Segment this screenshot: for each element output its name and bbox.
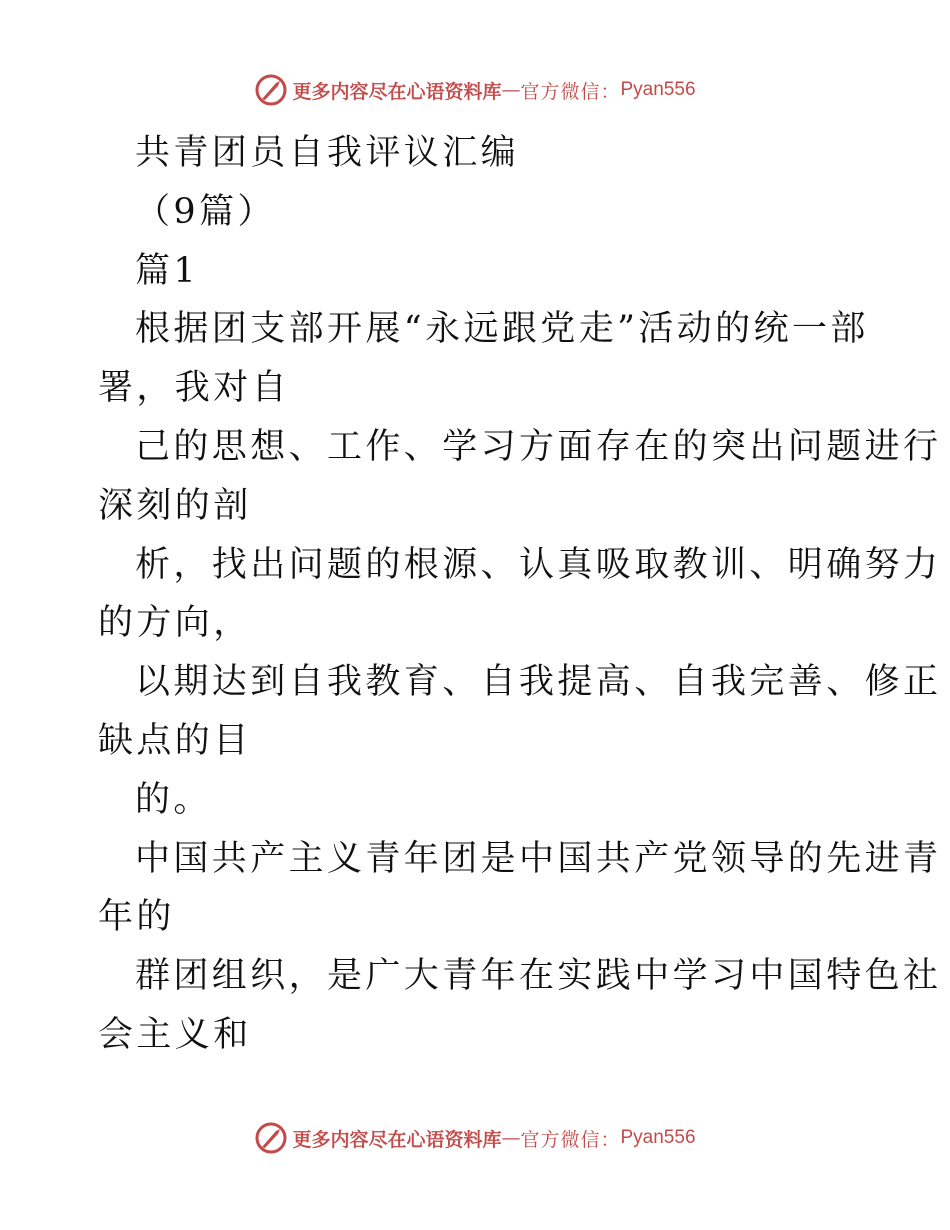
- text-line: 以期达到自我教育、自我提高、自我完善、修正: [135, 662, 942, 703]
- text-line: 年的: [98, 897, 175, 938]
- text-line: 深刻的剖: [98, 485, 252, 526]
- header-banner: [0, 70, 950, 110]
- text-line: 析，找出问题的根源、认真吸取教训、明确努力: [135, 544, 942, 585]
- text-line: 会主义和: [98, 1014, 252, 1055]
- text-line: 的。: [135, 779, 212, 820]
- text-line: 的方向，: [98, 603, 252, 644]
- text-line: 群团组织，是广大青年在实践中学习中国特色社: [135, 956, 942, 997]
- document-body: [98, 124, 942, 1065]
- section-heading: 篇1: [135, 250, 200, 291]
- document-subtitle: （9篇）: [135, 191, 276, 232]
- banner-brand: 更多内容尽在心语资料库: [292, 1128, 502, 1151]
- text-line: 己的思想、工作、学习方面存在的突出问题进行: [135, 426, 942, 467]
- quill-pen-logo-icon: [254, 1121, 288, 1155]
- footer-banner: [0, 1118, 950, 1158]
- banner-wechat-id: Pyan556: [620, 1127, 696, 1148]
- text-line: 根据团支部开展“永远跟党走”活动的统一部: [135, 309, 869, 350]
- text-line: 缺点的目: [98, 720, 252, 761]
- text-line: 署，我对自: [98, 368, 291, 409]
- banner-separator: —: [501, 79, 521, 101]
- text-line: 中国共产主义青年团是中国共产党领导的先进青: [135, 838, 942, 879]
- banner-separator: —: [501, 1127, 521, 1149]
- banner-wechat-id: Pyan556: [620, 79, 696, 100]
- banner-wechat-label: 官方微信：: [520, 1128, 621, 1151]
- quill-pen-logo-icon: [254, 73, 288, 107]
- document-title: 共青团员自我评议汇编: [135, 133, 520, 173]
- banner-brand: 更多内容尽在心语资料库: [292, 80, 502, 103]
- banner-wechat-label: 官方微信：: [520, 80, 621, 103]
